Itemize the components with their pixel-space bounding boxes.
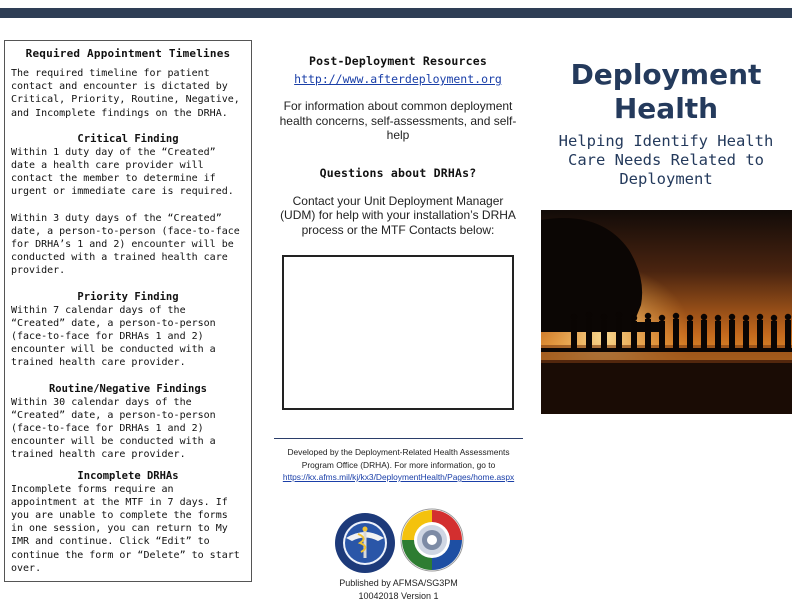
priority-text: Within 7 calendar days of the “Created” date, a person-to-person (face-to-face for DRHAs 1 and 2) encounter will be conducted with a trained health care provider.	[11, 304, 216, 369]
routine-heading: Routine/Negative Findings	[48, 382, 208, 395]
resources-section	[276, 40, 520, 237]
questions-heading: Questions about DRHAs?	[319, 165, 477, 180]
drha-program-logo-icon	[400, 508, 464, 572]
timelines-intro: The required timeline for patient contact and encounter is dictated by Critical, Priority, Routine, Negative, and Incomplete findings on the DRHA.	[11, 68, 240, 119]
section-divider	[274, 438, 523, 439]
timelines-title: Required Appointment Timelines	[25, 47, 231, 60]
developed-by-label: Developed by the Deployment-Related Health Assessments Program Office (DRHA). For more information, go to	[287, 447, 510, 470]
deployment-health-url[interactable]: https://kx.afms.mil/kj/kx3/DeploymentHealth/Pages/home.aspx	[282, 472, 515, 482]
title-line-2: Health	[613, 92, 719, 125]
title-line-1: Deployment	[570, 58, 762, 91]
resources-heading: Post-Deployment Resources	[308, 54, 488, 68]
developed-by-text	[274, 446, 523, 484]
brochure-title	[540, 58, 792, 126]
version-line: 10042018 Version 1	[358, 591, 439, 601]
afterdeployment-link[interactable]: http://www.afterdeployment.org	[294, 72, 502, 86]
top-banner-bar	[0, 8, 792, 18]
published-by: Published by AFMSA/SG3PM	[339, 578, 458, 588]
critical-heading: Critical Finding	[77, 132, 179, 145]
incomplete-text: Incomplete forms require an appointment at the MTF in 7 days. If you are unable to complete the forms in one session, you can return to My IMR and continue. Click “Edit” to continue the form or “Delete” to start over.	[11, 483, 240, 574]
critical-text-1: Within 1 duty day of the “Created” date a health care provider will contact the member to determine if urgent or immediate care is required.	[11, 146, 234, 198]
incomplete-heading: Incomplete DRHAs	[77, 469, 179, 482]
brochure-subtitle: Helping Identify Health Care Needs Related to Deployment	[558, 132, 774, 188]
priority-heading: Priority Finding	[77, 290, 179, 303]
af-medical-service-seal-icon	[334, 512, 396, 574]
questions-text: Contact your Unit Deployment Manager (UDM) for help with your installation’s DRHA process or the MTF Contacts below:	[280, 193, 516, 237]
mtf-contacts-box	[282, 255, 514, 410]
appointment-timelines-panel	[4, 40, 252, 582]
critical-text-2: Within 3 duty days of the “Created” date, a person-to-person (face-to-face for DRHA’s 1 and 2) encounter will be conducted with a trained health care provider.	[11, 212, 240, 277]
routine-text: Within 30 calendar days of the “Created” date, a person-to-person (face-to-face for DRHAs 1 and 2) encounter will be conducted with a trained health care provider.	[11, 396, 216, 461]
deployment-sunset-photo	[541, 210, 792, 414]
resources-text: For information about common deployment health concerns, self-assessments, and self-help	[279, 99, 517, 142]
publication-info	[274, 577, 523, 603]
